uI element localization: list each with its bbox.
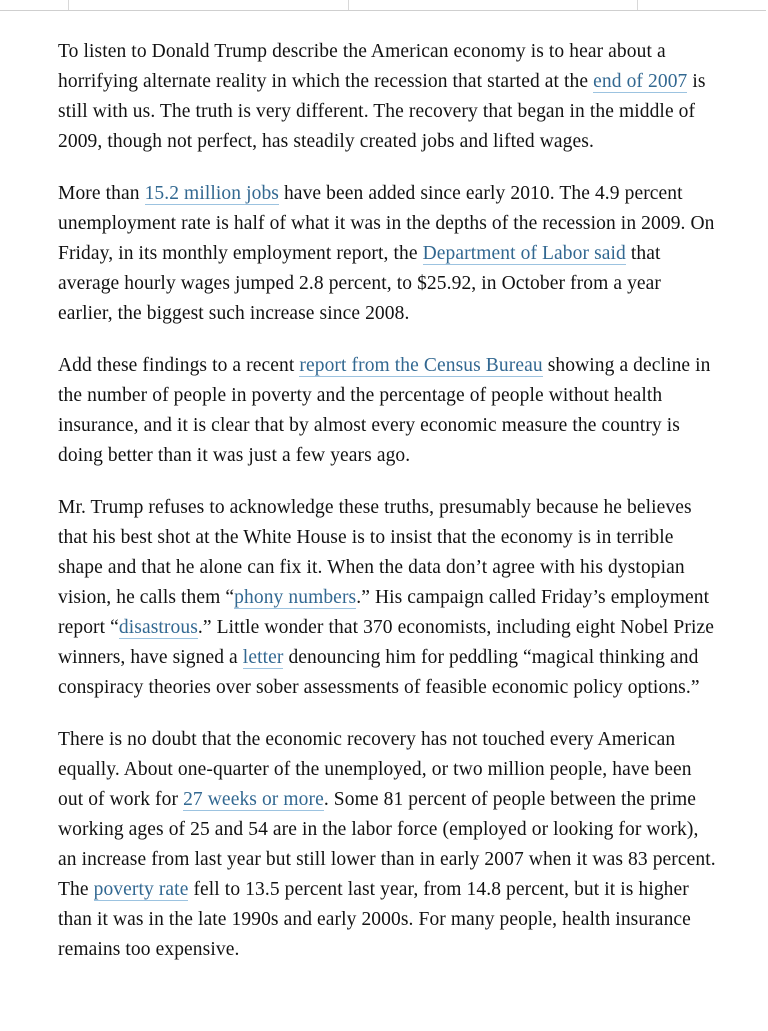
article-text: fell to 13.5 percent last year, from 14.8 percent, but it is higher than it was in the late 1990s and early 2000s. For many people, health insurance remains too expensive. [58, 879, 691, 960]
article-text: Mr. Trump refuses to acknowledge these truths, presumably because he believes that his best shot at the White House is to insist that the economy is in terrible shape and that he alone can fix it. When the data don’t agree with his dystopian vision, he calls them “ [58, 497, 692, 608]
article-text: is still with us. The truth is very different. The recovery that began in the middle of 2009, though not perfect, has steadily created jobs and lifted wages. [58, 71, 706, 152]
article-inline-link[interactable]: 27 weeks or more [183, 789, 324, 810]
tab-divider-2 [348, 0, 349, 10]
article-text: that average hourly wages jumped 2.8 percent, to $25.92, in October from a year earlier, the biggest such increase since 2008. [58, 243, 662, 324]
article-text: There is no doubt that the economic recovery has not touched every American equally. About one-quarter of the unemployed, or two million people, have been out of work for [58, 729, 692, 810]
article-text: .” His campaign called Friday’s employment report “ [58, 587, 710, 638]
article-inline-link[interactable]: disastrous [118, 617, 198, 638]
article-paragraph [58, 179, 716, 329]
article-inline-link[interactable]: Department of Labor said [422, 243, 626, 264]
browser-tab-strip[interactable] [0, 0, 768, 11]
article-inline-link[interactable]: letter [242, 647, 284, 668]
tab-divider-1 [68, 0, 69, 10]
article-paragraph [58, 351, 716, 471]
article-text: More than [58, 183, 145, 204]
article-paragraph [58, 37, 716, 157]
article-text: have been added since early 2010. The 4.9 percent unemployment rate is half of what it was in the depths of the recession in 2009. On Friday, in its monthly employment report, the [58, 183, 715, 264]
article-paragraph [58, 725, 716, 965]
article-inline-link[interactable]: end of 2007 [593, 71, 688, 92]
article-text: Add these findings to a recent [58, 355, 300, 376]
article-body [0, 11, 768, 965]
article-text: To listen to Donald Trump describe the American economy is to hear about a horrifying alternate reality in which the recession that started at the [58, 41, 666, 92]
article-inline-link[interactable]: report from the Census Bureau [299, 355, 543, 376]
article-text: .” Little wonder that 370 economists, including eight Nobel Prize winners, have signed a [58, 617, 714, 668]
article-inline-link[interactable]: 15.2 million jobs [144, 183, 279, 204]
article-text: . Some 81 percent of people between the prime working ages of 25 and 54 are in the labor force (employed or looking for work), an increase from last year but still lower than in early 2007 when it was 83 percent. The [58, 789, 716, 900]
article-paragraph [58, 493, 716, 703]
article-text: denouncing him for peddling “magical thinking and conspiracy theories over sober assessments of feasible economic policy options.” [58, 647, 700, 698]
article-text: showing a decline in the number of people in poverty and the percentage of people without health insurance, and it is clear that by almost every economic measure the country is doing better than it was just a few years ago. [58, 355, 711, 466]
tab-divider-3 [637, 0, 638, 10]
article-inline-link[interactable]: poverty rate [93, 879, 189, 900]
article-inline-link[interactable]: phony numbers [234, 587, 357, 608]
